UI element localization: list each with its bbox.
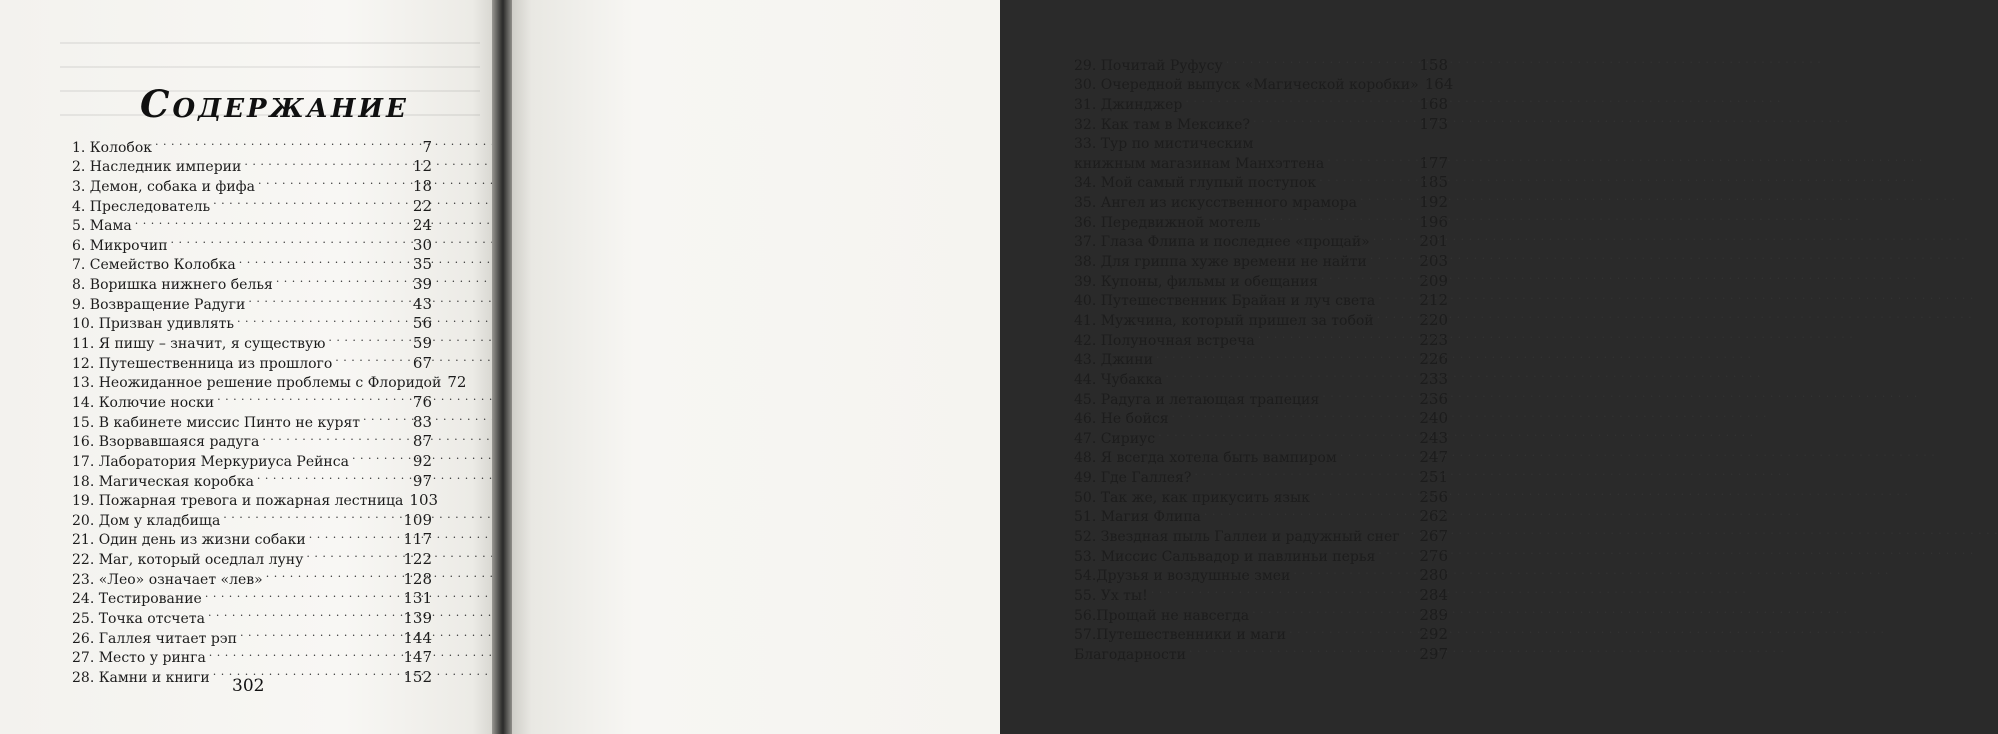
toc-leader-dots [335,348,410,368]
toc-entry [72,132,432,156]
toc-entry-page: 164 [1424,75,1454,94]
toc-entry-title: 53. Миссис Сальвадор и павлиньи перья [1074,548,1376,565]
toc-entry-page: 292 [1419,625,1448,644]
toc-leader-dots [239,250,410,270]
toc-entry-page: 128 [403,569,432,588]
toc-entry-title: 9. Возвращение Радуги [72,296,246,313]
page-title: Содержание [140,82,409,126]
toc-leader-dots [1256,129,1445,149]
toc-entry-title: 1. Колобок [72,139,153,156]
toc-entry-page: 168 [1419,94,1448,113]
toc-leader-dots [309,525,401,545]
toc-entry-title: 36. Передвижной мотель [1074,214,1261,231]
toc-entry-title: 41. Мужчина, который пришел за тобой [1074,312,1374,329]
toc-entry-page: 152 [403,667,432,686]
toc-leader-dots [1319,168,1416,188]
toc-entry-page: 236 [1419,389,1448,408]
right-page [512,0,1454,734]
toc-leader-dots [1293,561,1416,581]
toc-entry-title: 24. Тестирование [72,591,202,608]
toc-entry-page: 43 [412,294,432,313]
toc-entry-page: 223 [1419,330,1448,349]
toc-entry-page: 59 [412,334,432,353]
toc-list-right [1074,50,1454,663]
book-gutter [492,0,512,734]
toc-entry-title: 5. Мама [72,218,132,235]
toc-leader-dots [209,643,401,663]
toc-leader-dots [1264,207,1417,227]
toc-entry-page: 262 [1419,507,1448,526]
page-number: 302 [232,676,265,696]
toc-entry-title: 15. В кабинете миссис Пинто не курят [72,414,361,431]
toc-leader-dots [352,446,410,466]
toc-leader-dots [223,505,400,525]
toc-leader-dots [1165,364,1416,384]
toc-entry-page: 284 [1419,585,1448,604]
toc-entry [1074,50,1448,74]
toc-leader-dots [1373,227,1417,247]
toc-entry-page: 12 [412,157,432,176]
toc-entry-page: 103 [409,491,439,510]
toc-entry-title: 43. Джини [1074,352,1153,369]
toc-entry-title: 19. Пожарная тревога и пожарная лестница [72,493,404,510]
toc-entry-page: 280 [1419,566,1448,585]
toc-leader-dots [248,289,410,309]
toc-entry-page: 122 [403,550,432,569]
toc-entry-title: 57.Путешественники и маги [1074,627,1287,644]
toc-leader-dots [1313,482,1416,502]
toc-entry-title: 44. Чубакка [1074,371,1163,388]
toc-entry-page: 276 [1419,546,1448,565]
toc-entry-title: 45. Радуга и летающая трапеция [1074,391,1320,408]
toc-entry-page: 196 [1419,212,1448,231]
toc-entry-title: 3. Демон, собака и фифа [72,178,255,195]
toc-entry-title: 11. Я пишу – значит, я существую [72,336,326,353]
toc-entry-title: 37. Глаза Флипа и последнее «прощай» [1074,234,1370,251]
toc-entry-title: 27. Место у ринга [72,650,206,667]
toc-entry-title: 26. Галлея читает рэп [72,630,237,647]
toc-entry-page: 109 [403,510,432,529]
toc-entry-page: 240 [1419,409,1448,428]
toc-entry-title: 12. Путешественница из прошлого [72,355,333,372]
toc-entry-page: 173 [1419,114,1448,133]
toc-entry-title: 2. Наследник империи [72,159,242,176]
toc-entry-page: 233 [1419,369,1448,388]
toc-entry-page: 147 [403,648,432,667]
toc-entry-page: 247 [1419,448,1448,467]
toc-entry-page: 117 [403,530,432,549]
toc-entry-page: 267 [1419,527,1448,546]
toc-entry-title: 35. Ангел из искусственного мрамора [1074,195,1357,212]
toc-entry-title: 29. Почитай Руфусу [1074,57,1223,74]
toc-entry-title: Благодарности [1074,646,1186,663]
toc-entry-title: книжным магазинам Манхэттена [1074,155,1325,172]
toc-entry-page: 139 [403,609,432,628]
toc-entry-title: 52. Звездная пыль Галлеи и радужный снег [1074,529,1400,546]
toc-leader-dots [1321,266,1416,286]
toc-entry-title: 47. Сириус [1074,430,1156,447]
toc-entry-page: 22 [412,196,432,215]
left-page [0,0,492,734]
toc-leader-dots [1327,148,1416,168]
toc-entry-title: 39. Купоны, фильмы и обещания [1074,273,1318,290]
toc-entry-page: 67 [412,353,432,372]
toc-entry-page: 76 [412,392,432,411]
toc-leader-dots [1378,286,1416,306]
toc-leader-dots [1289,620,1416,640]
toc-entry-title: 28. Камни и книги [72,669,210,686]
toc-entry-title: 21. Один день из жизни собаки [72,532,306,549]
toc-entry-title: 17. Лаборатория Меркуриуса Рейнса [72,453,349,470]
toc-entry-page: 192 [1419,193,1448,212]
toc-entry-title: 42. Полуночная встреча [1074,332,1255,349]
toc-entry-page: 220 [1419,310,1448,329]
toc-entry-page: 30 [412,235,432,254]
toc-entry-title: 40. Путешественник Брайан и луч света [1074,293,1376,310]
toc-entry-page: 39 [412,275,432,294]
toc-leader-dots [1377,305,1417,325]
toc-leader-dots [217,387,410,407]
toc-leader-dots [1158,423,1416,443]
toc-leader-dots [266,564,401,584]
toc-entry-page: 297 [1419,644,1448,663]
toc-entry-title: 51. Магия Флипа [1074,509,1201,526]
toc-entry-title: 22. Маг, который оседлал луну [72,552,304,569]
toc-entry-page: 289 [1419,605,1448,624]
toc-entry-title: 30. Очередной выпуск «Магической коробки» [1074,77,1419,94]
toc-entry-page: 72 [447,373,467,392]
toc-leader-dots [1189,639,1416,659]
toc-entry-title: 10. Призван удивлять [72,316,235,333]
toc-entry-title: 4. Преследователь [72,198,211,215]
toc-entry-title: 31. Джинджер [1074,96,1183,113]
toc-entry-title: 48. Я всегда хотела быть вампиром [1074,450,1337,467]
toc-entry-title: 13. Неожиданное решение проблемы с Флоридой [72,375,442,392]
toc-entry-title: 46. Не бойся [1074,411,1169,428]
toc-entry-page: 201 [1419,232,1448,251]
toc-entry-page: 7 [422,137,432,156]
toc-entry-title: 33. Тур по мистическим [1074,136,1254,153]
toc-leader-dots [1378,541,1416,561]
toc-leader-dots [135,211,410,231]
toc-leader-dots [1156,345,1416,365]
toc-entry-title: 7. Семейство Колобка [72,257,236,274]
toc-entry-title: 49. Где Галлея? [1074,470,1192,487]
toc-leader-dots [155,132,419,152]
toc-leader-dots [1204,502,1416,522]
toc-leader-dots [1226,50,1417,70]
toc-leader-dots [328,328,410,348]
toc-entry-page: 18 [412,176,432,195]
toc-entry-title: 54.Друзья и воздушные змеи [1074,568,1291,585]
toc-leader-dots [1253,109,1416,129]
toc-entry-page: 203 [1419,252,1448,271]
toc-leader-dots [1252,600,1416,620]
toc-entry-title: 8. Воришка нижнего белья [72,277,273,294]
toc-leader-dots [257,466,410,486]
toc-leader-dots [262,427,410,447]
toc-leader-dots [1185,89,1416,109]
toc-entry-title: 25. Точка отсчета [72,611,205,628]
toc-entry-page: 83 [412,412,432,431]
toc-leader-dots [237,309,410,329]
toc-entry-page: 158 [1419,55,1448,74]
toc-entry-page: 212 [1419,291,1448,310]
toc-entry-title: 23. «Лео» означает «лев» [72,571,263,588]
toc-leader-dots [1370,246,1417,266]
toc-entry-page: 24 [412,216,432,235]
toc-entry-title: 18. Магическая коробка [72,473,254,490]
toc-entry-page: 226 [1419,350,1448,369]
toc-entry-page: 243 [1419,428,1448,447]
toc-leader-dots [171,230,410,250]
toc-entry-title: 20. Дом у кладбища [72,512,221,529]
toc-leader-dots [240,623,400,643]
toc-leader-dots [213,191,410,211]
toc-leader-dots [1340,443,1417,463]
toc-entry-title: 32. Как там в Мексике? [1074,116,1250,133]
toc-entry-page: 209 [1419,271,1448,290]
toc-leader-dots [1172,404,1417,424]
toc-entry-title: 38. Для гриппа хуже времени не найти [1074,254,1367,271]
toc-leader-dots [208,603,400,623]
toc-leader-dots [244,152,410,172]
toc-entry-page: 177 [1419,153,1448,172]
toc-entry-title: 55. Ух ты! [1074,587,1148,604]
toc-leader-dots [306,544,400,564]
toc-entry-page: 35 [412,255,432,274]
toc-entry-page: 256 [1419,487,1448,506]
toc-entry-title: 34. Мой самый глупый поступок [1074,175,1317,192]
toc-entry-page: 185 [1419,173,1448,192]
toc-entry-page: 92 [412,451,432,470]
toc-entry-title: 56.Прощай не навсегда [1074,607,1250,624]
toc-leader-dots [205,584,401,604]
toc-entry-page: 131 [403,589,432,608]
toc-entry-title: 16. Взорвавшаяся радуга [72,434,260,451]
toc-entry-page: 87 [412,432,432,451]
toc-entry-page: 144 [403,628,432,647]
toc-entry-page: 251 [1419,468,1448,487]
toc-entry-title: 50. Так же, как прикусить язык [1074,489,1310,506]
toc-leader-dots [363,407,410,427]
toc-entry-page: 97 [412,471,432,490]
toc-leader-dots [258,171,410,191]
toc-entry-title: 14. Колючие носки [72,394,215,411]
toc-leader-dots [1322,384,1416,404]
toc-entry-title: 6. Микрочип [72,237,168,254]
toc-entry-page: 56 [412,314,432,333]
toc-leader-dots [276,269,410,289]
toc-leader-dots [1360,187,1416,207]
toc-leader-dots [1403,521,1417,541]
toc-leader-dots [1151,580,1417,600]
toc-leader-dots [1258,325,1417,345]
toc-leader-dots [1194,462,1416,482]
